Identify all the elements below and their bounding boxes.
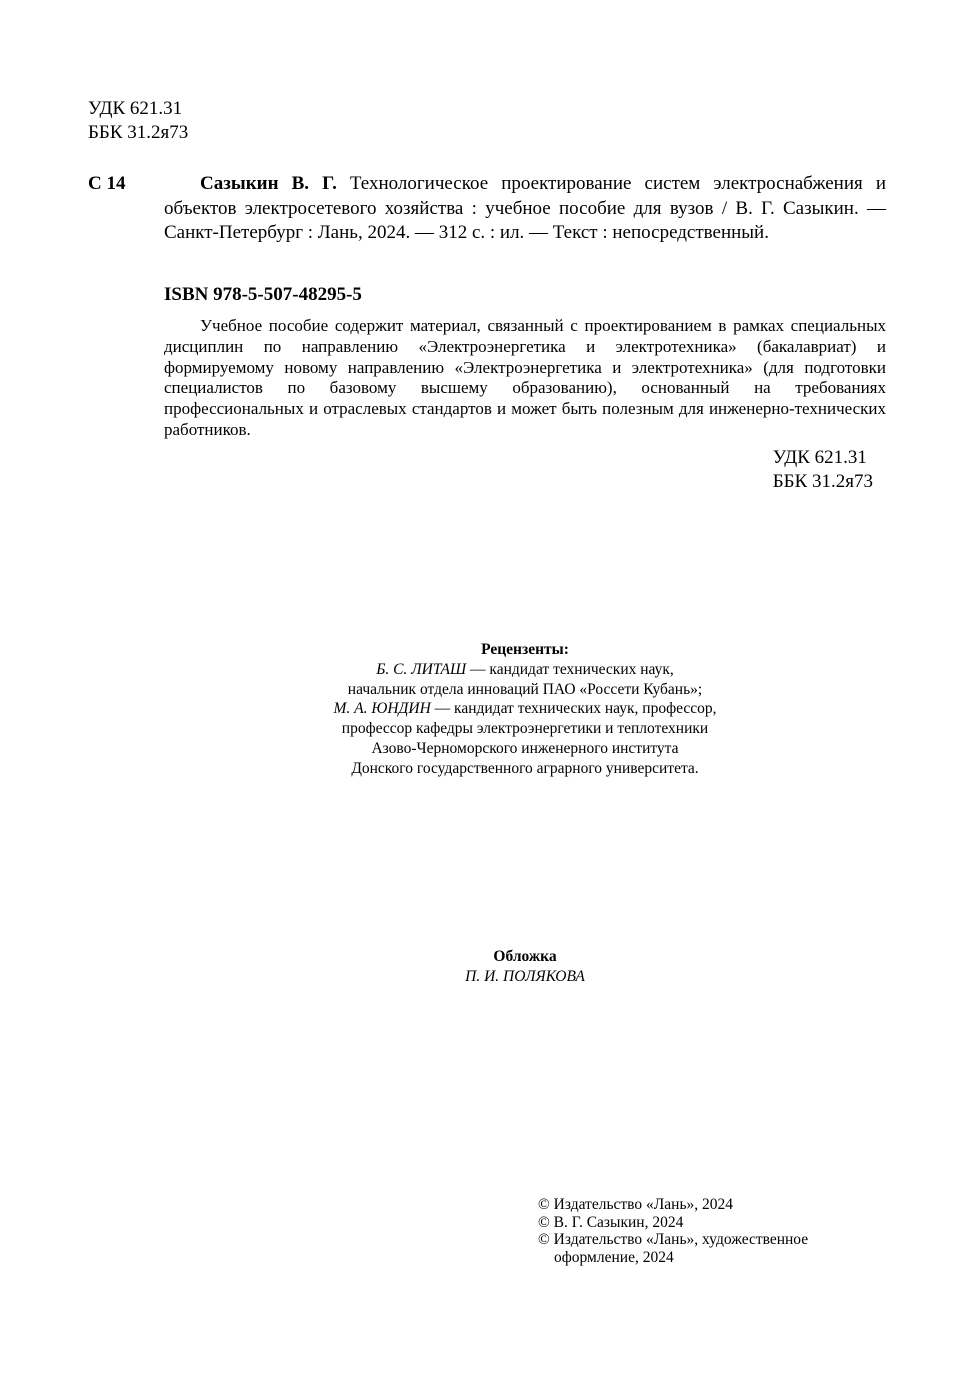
reviewer-1 bbox=[0, 660, 976, 680]
udk-code: УДК 621.31 bbox=[88, 98, 183, 119]
udk-code-repeat: УДК 621.31 bbox=[772, 447, 867, 468]
copyright-block bbox=[538, 1196, 808, 1266]
copyright-line-4: оформление, 2024 bbox=[554, 1248, 674, 1266]
reviewer-1-position: начальник отдела инноваций ПАО «Россети Кубань»; bbox=[347, 680, 703, 698]
copyright-line-3: © Издательство «Лань», художественное bbox=[538, 1231, 809, 1248]
reviewers-heading: Рецензенты: bbox=[481, 641, 569, 658]
classification-header bbox=[88, 97, 188, 145]
isbn: ISBN 978-5-507-48295-5 bbox=[164, 284, 362, 305]
reviewer-1-name: Б. С. ЛИТАШ bbox=[376, 660, 467, 678]
author-name: Сазыкин В. Г. bbox=[200, 173, 337, 194]
reviewer-1-desc: — кандидат технических наук, bbox=[466, 660, 674, 678]
bbk-code-repeat: ББК 31.2я73 bbox=[772, 471, 873, 492]
bibliographic-entry bbox=[164, 172, 886, 246]
reviewer-2-desc: — кандидат технических наук, профессор, bbox=[430, 700, 717, 718]
reviewer-2-position: профессор кафедры электроэнергетики и теплотехники bbox=[341, 720, 709, 738]
reviewer-2-institute: Азово-Черноморского инженерного института bbox=[371, 739, 679, 757]
author-mark: С 14 bbox=[88, 173, 126, 194]
bbk-code: ББК 31.2я73 bbox=[88, 122, 189, 143]
reviewer-2-name: М. А. ЮНДИН bbox=[333, 700, 431, 718]
cover-designer: П. И. ПОЛЯКОВА bbox=[465, 967, 585, 985]
classification-footer bbox=[773, 446, 873, 494]
bibliographic-description: Технологическое проектирование систем электроснабжения и объектов электросетевого хозяйства : учебное пособие для вузов / В. Г. Сазыкин. — Санкт-Петербург : Лань, 2024. — 312 с. : ил. — Текст : непосредственный. bbox=[164, 173, 887, 243]
cover-credit bbox=[0, 947, 976, 987]
reviewer-2-university: Донского государственного аграрного университета. bbox=[351, 759, 699, 777]
cover-heading: Обложка bbox=[493, 948, 557, 965]
abstract: Учебное пособие содержит материал, связанный с проектированием в рамках специальных дисциплин по направлению «Электроэнергетика и электротехника» (бакалавриат) и формируемому новому направлению «Электроэнергетика и электротехника» (для подготовки специалистов по базовому высшему образованию), основанный на требованиях профессиональных и отраслевых стандартов и может быть полезным для инженерно-технических работников. bbox=[164, 316, 886, 439]
reviewers-block bbox=[0, 640, 976, 779]
reviewer-2 bbox=[0, 699, 976, 719]
copyright-line-1: © Издательство «Лань», 2024 bbox=[538, 1196, 734, 1213]
copyright-line-2: © В. Г. Сазыкин, 2024 bbox=[538, 1213, 684, 1231]
